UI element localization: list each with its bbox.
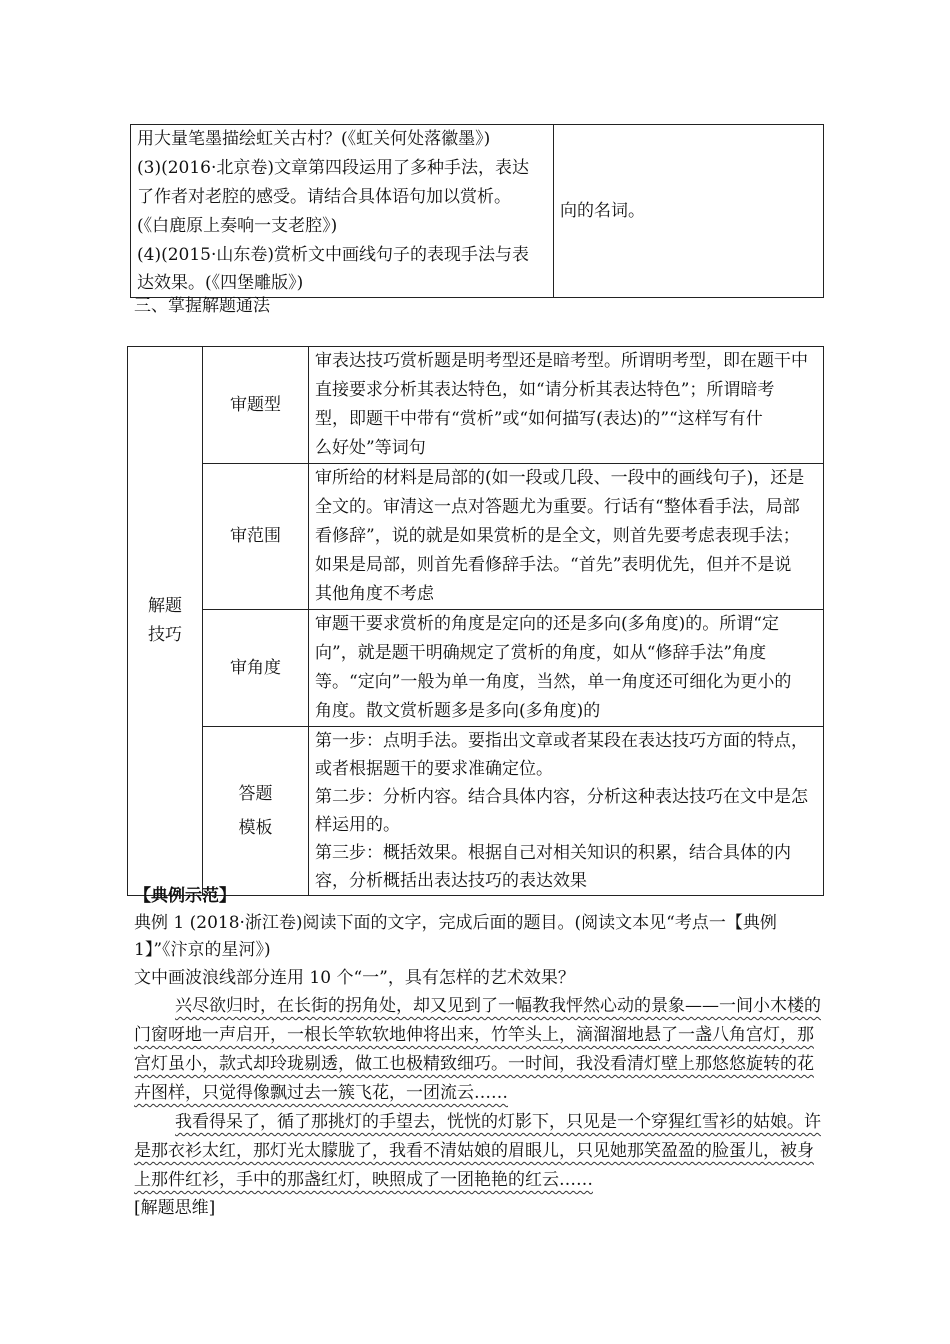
thinking-label: [解题思维]	[134, 1198, 216, 1218]
row-label-cell	[203, 464, 309, 610]
content-line: 直接要求分析其表达特色，如“请分析其表达特色”；所谓暗考	[315, 380, 775, 400]
category-cell	[128, 347, 203, 896]
top-line: (《白鹿原上奏响一支老腔》)	[137, 216, 338, 236]
category-line: 解题	[148, 596, 182, 616]
right-text: 向的名词。	[560, 200, 645, 221]
section-heading: 三、掌握解题通法	[134, 296, 270, 316]
example-intro-line: 典例 1 (2018·浙江卷)阅读下面的文字，完成后面的题目。(阅读文本见“考点一【典例	[134, 913, 777, 933]
row-label: 模板	[238, 818, 273, 838]
top-line: (3)(2016·北京卷)文章第四段运用了多种手法，表达	[137, 158, 530, 178]
passage-line: 兴尽欲归时，在长街的拐角处，却又见到了一幅教我怦然心动的景象——一间小木楼的	[175, 996, 821, 1016]
passage-line: 上那件红衫，手中的那盏红灯，映照成了一团艳艳的红云……	[134, 1170, 593, 1190]
example-intro-line: 1】”《汴京的星河》)	[134, 940, 271, 960]
content-line: 角度。散文赏析题多是多向(多角度)的	[315, 701, 601, 721]
content-line: 全文的。审清这一点对答题尤为重要。行话有“整体看手法，局部	[315, 497, 800, 517]
row-label: 答题	[238, 784, 273, 804]
top-line: 达效果。(《四堡雕版》)	[137, 273, 304, 293]
row-label: 审题型	[230, 394, 281, 415]
content-line: 第三步：概括效果。根据自己对相关知识的积累，结合具体的内	[315, 843, 791, 863]
content-line: 其他角度不考虑	[315, 584, 434, 604]
top-table	[130, 124, 824, 298]
top-line: 了作者对老腔的感受。请结合具体语句加以赏析。	[137, 187, 511, 207]
top-table-right-cell	[554, 125, 824, 298]
top-table-left-cell	[131, 125, 554, 298]
example-heading: 【典例示范】	[134, 886, 236, 906]
passage-line: 是那衣衫太红，那灯光太朦胧了，我看不清姑娘的眉眼儿，只见她那笑盈盈的脸蛋儿，被身	[134, 1141, 814, 1161]
top-line: 用大量笔墨描绘虹关古村？(《虹关何处落徽墨》)	[137, 129, 491, 149]
content-line: 容，分析概括出表达技巧的表达效果	[315, 871, 587, 891]
passage-line: 门窗呀地一声启开，一根长竿软软地伸将出来，竹竿头上，滴溜溜地悬了一盏八角宫灯，那	[134, 1025, 814, 1045]
row-content-cell	[309, 610, 824, 727]
passage-line: 宫灯虽小，款式却玲珑剔透，做工也极精致细巧。一时间，我没看清灯壁上那悠悠旋转的花	[134, 1054, 814, 1074]
content-line: 或者根据题干的要求准确定位。	[315, 759, 553, 779]
row-label-cell	[203, 347, 309, 464]
content-line: 样运用的。	[315, 815, 400, 835]
content-line: 向”，就是题干明确规定了赏析的角度，如从“修辞手法”角度	[315, 643, 767, 663]
content-line: 等。“定向”一般为单一角度，当然，单一角度还可细化为更小的	[315, 672, 792, 692]
content-line: 型，即题干中带有“赏析”或“如何描写(表达)的”“这样写有什	[315, 409, 763, 429]
content-line: 审题干要求赏析的角度是定向的还是多向(多角度)的。所谓“定	[315, 614, 779, 634]
method-table	[127, 346, 824, 896]
content-line: 审所给的材料是局部的(如一段或几段、一段中的画线句子)，还是	[315, 468, 805, 488]
content-line: 第一步：点明手法。要指出文章或者某段在表达技巧方面的特点，	[315, 731, 808, 751]
content-line: 审表达技巧赏析题是明考型还是暗考型。所谓明考型，即在题干中	[315, 351, 808, 371]
row-label-cell	[203, 610, 309, 727]
row-content-cell	[309, 727, 824, 896]
row-label-cell	[203, 727, 309, 896]
row-label: 审角度	[230, 657, 281, 678]
top-line: (4)(2015·山东卷)赏析文中画线句子的表现手法与表	[137, 245, 530, 265]
example-question: 文中画波浪线部分连用 10 个“一”，具有怎样的艺术效果？	[134, 968, 575, 988]
content-line: 第二步：分析内容。结合具体内容，分析这种表达技巧在文中是怎	[315, 787, 808, 807]
row-content-cell	[309, 347, 824, 464]
category-line: 技巧	[148, 625, 182, 645]
row-content-cell	[309, 464, 824, 610]
content-line: 么好处”等词句	[315, 438, 426, 458]
content-line: 看修辞”，说的就是如果赏析的是全文，则首先要考虑表现手法；	[315, 526, 800, 546]
row-label: 审范围	[230, 526, 281, 546]
passage-line: 卉图样，只觉得像飘过去一簇飞花，一团流云……	[134, 1083, 508, 1103]
content-line: 如果是局部，则首先看修辞手法。“首先”表明优先，但并不是说	[315, 555, 792, 575]
passage-line: 我看得呆了，循了那挑灯的手望去，恍恍的灯影下，只见是一个穿猩红雪衫的姑娘。许	[175, 1112, 821, 1132]
